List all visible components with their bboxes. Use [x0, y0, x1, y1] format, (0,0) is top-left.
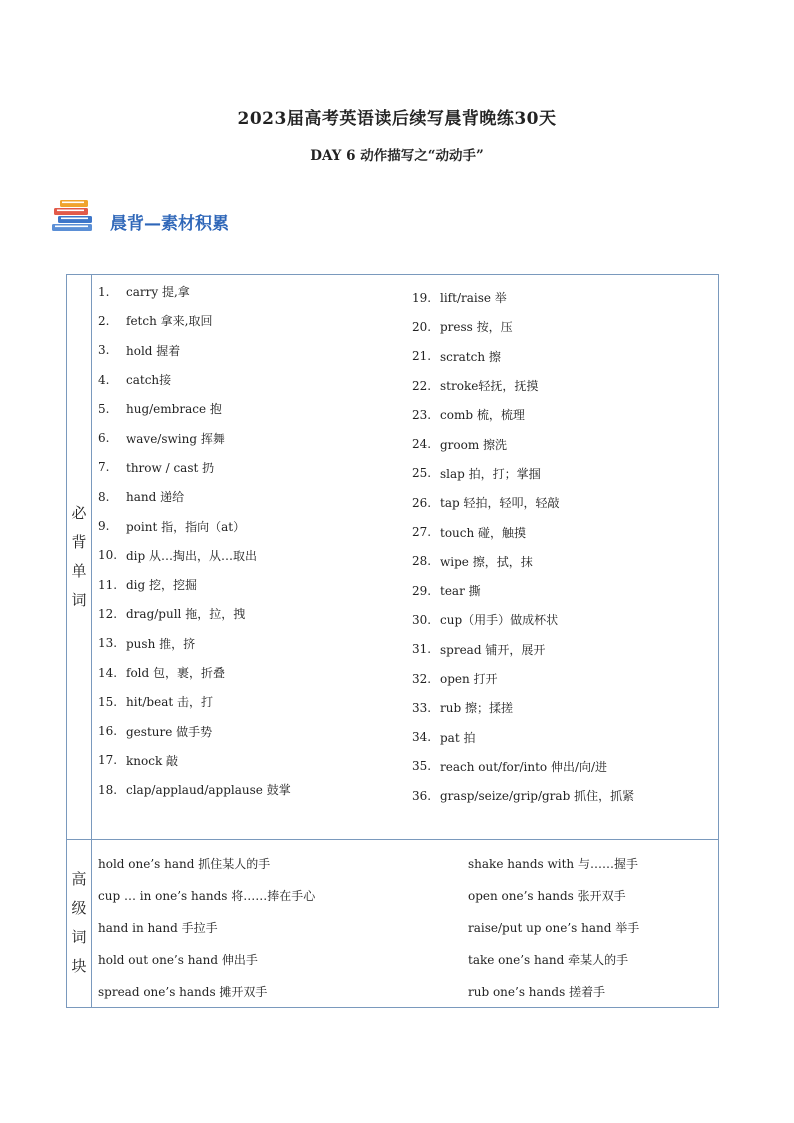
phrases-cell	[92, 840, 719, 1008]
words-cell	[92, 275, 719, 840]
phrase-item: hold one’s hand 抓住某人的手	[98, 857, 271, 872]
phrases-grid	[92, 840, 718, 1007]
list-item: 34. pat 拍	[412, 730, 476, 745]
books-icon	[52, 200, 96, 234]
list-item: 15. hit/beat 击，打	[98, 694, 214, 710]
label-char: 级	[71, 899, 87, 918]
list-item: 31. spread 铺开，展开	[412, 642, 546, 657]
label-char: 必	[71, 504, 87, 522]
phrases-label-cell	[67, 840, 92, 1008]
list-item: 6. wave/swing 挥舞	[98, 431, 225, 446]
list-item: 18. clap/applaud/applause 鼓掌	[98, 782, 291, 798]
list-item: 25. slap 拍，打；掌掴	[412, 466, 541, 481]
phrase-item: hold out one’s hand 伸出手	[98, 952, 258, 967]
words-list-left	[92, 277, 404, 810]
phrase-item: hand in hand 手拉手	[98, 920, 218, 935]
label-char: 高	[71, 870, 87, 889]
list-item: 32. open 打开	[412, 671, 498, 686]
phrase-item: shake hands with 与……握手	[468, 857, 638, 872]
list-item: 21. scratch 擦	[412, 349, 501, 364]
list-item: 11. dig 挖，挖掘	[98, 577, 198, 593]
list-item: 23. comb 梳，梳理	[412, 407, 525, 423]
list-item: 20. press 按，压	[412, 319, 513, 335]
list-item: 28. wipe 擦，拭，抹	[412, 554, 533, 569]
list-item: 26. tap 轻拍，轻叩，轻敲	[412, 495, 560, 511]
words-label-cell	[67, 275, 92, 840]
list-item: 1. carry 提,拿	[98, 284, 190, 300]
phrase-item: spread one’s hands 摊开双手	[98, 984, 268, 999]
list-item: 2. fetch 拿来,取回	[98, 313, 213, 329]
vocab-table	[66, 274, 719, 1008]
list-item: 4. catch接	[98, 372, 172, 388]
list-item: 10. dip 从…掏出，从…取出	[98, 548, 258, 563]
list-item: 35. reach out/for/into 伸出/向/进	[412, 759, 608, 774]
phrase-item: take one’s hand 牵某人的手	[468, 952, 629, 967]
list-item: 5. hug/embrace 抱	[98, 401, 222, 417]
list-item: 36. grasp/seize/grip/grab 抓住，抓紧	[412, 788, 635, 804]
phrase-item: cup … in one’s hands 将……捧在手心	[98, 889, 316, 904]
document-subtitle: DAY 6 动作描写之“动动手”	[310, 148, 484, 164]
list-item: 22. stroke轻抚，抚摸	[412, 378, 539, 394]
list-item: 9. point 指，指向（at）	[98, 519, 246, 534]
phrase-item: rub one’s hands 搓着手	[468, 984, 606, 999]
section-label: 晨背—素材积累	[110, 214, 229, 234]
list-item: 29. tear 撕	[412, 583, 481, 599]
label-char: 单	[71, 562, 87, 580]
list-item: 17. knock 敲	[98, 753, 179, 768]
list-item: 30. cup（用手）做成杯状	[412, 612, 559, 628]
phrase-item: raise/put up one’s hand 举手	[468, 920, 640, 935]
list-item: 7. throw / cast 扔	[98, 460, 215, 475]
list-item: 19. lift/raise 举	[412, 290, 507, 306]
list-item: 13. push 推，挤	[98, 636, 196, 651]
list-item: 16. gesture 做手势	[98, 724, 213, 739]
list-item: 12. drag/pull 拖，拉，拽	[98, 606, 246, 622]
label-char: 词	[71, 591, 87, 609]
phrase-item: open one’s hands 张开双手	[468, 889, 626, 904]
words-list-right	[404, 277, 634, 810]
label-char: 块	[71, 957, 87, 976]
document-title: 2023届高考英语读后续写晨背晚练30天	[237, 109, 557, 129]
vocab-row-phrases	[67, 840, 719, 1008]
vocab-row-words	[67, 275, 719, 840]
list-item: 27. touch 碰，触摸	[412, 525, 527, 540]
list-item: 3. hold 握着	[98, 343, 181, 358]
list-item: 33. rub 擦；揉搓	[412, 700, 513, 716]
list-item: 8. hand 递给	[98, 489, 185, 505]
list-item: 24. groom 擦洗	[412, 437, 508, 452]
label-char: 词	[71, 928, 87, 947]
label-char: 背	[71, 533, 87, 551]
list-item: 14. fold 包，裹，折叠	[98, 665, 226, 680]
